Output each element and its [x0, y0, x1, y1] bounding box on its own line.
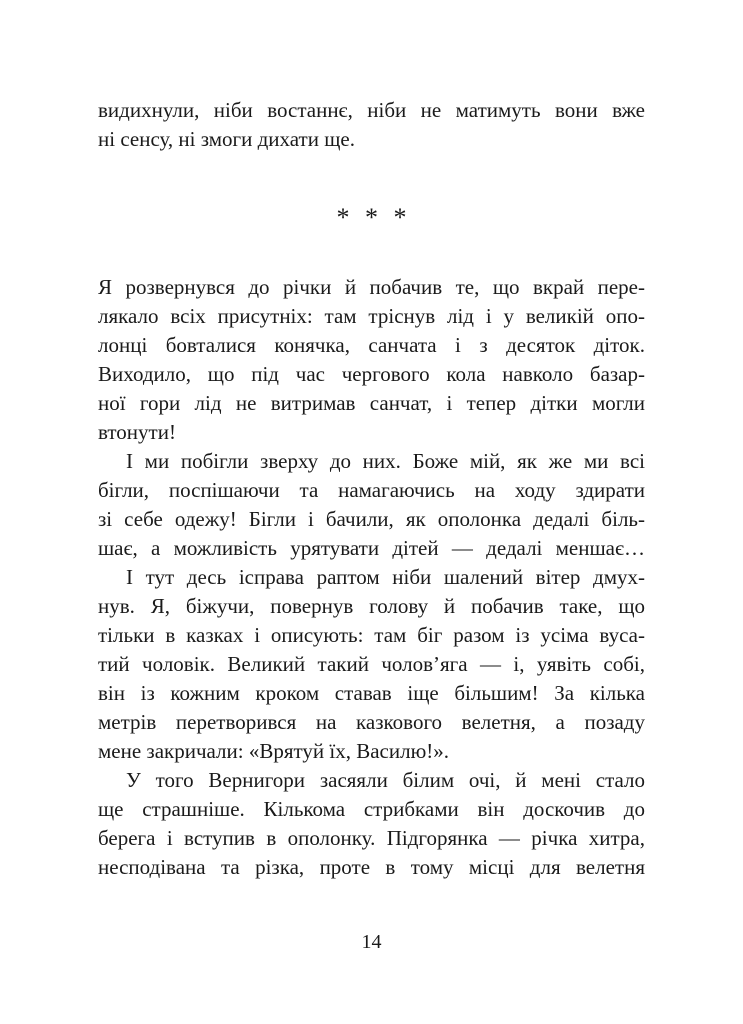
- text-line: І ми побігли зверху до них. Боже мій, як же ми всі: [126, 449, 645, 473]
- text-line: шає, а можливість урятувати дітей — дедалі меншає…: [98, 536, 645, 560]
- text-line: втонути!: [98, 420, 176, 444]
- text-line: зі себе одежу! Бігли і бачили, як ополонка дедалі біль-: [98, 507, 645, 531]
- text-line: несподівана та різка, проте в тому місці для велетня: [98, 855, 645, 879]
- paragraph: [98, 563, 645, 766]
- text-line: нув. Я, біжучи, повернув голову й побачив таке, що: [98, 594, 645, 618]
- text-line: мене закричали: «Врятуй їх, Василю!».: [98, 739, 450, 763]
- text-line: тий чоловік. Великий такий чолов’яга — і, уявіть собі,: [98, 652, 645, 676]
- text-line: І тут десь ісправа раптом ніби шалений вітер дмух-: [126, 565, 645, 589]
- text-line: він із кожним кроком ставав іще більшим! За кілька: [98, 681, 645, 705]
- page-number: 14: [361, 931, 382, 953]
- text-line: ще страшніше. Кількома стрибками він доскочив до: [98, 797, 645, 821]
- text-line: бігли, поспішаючи та намагаючись на ходу здирати: [98, 478, 645, 502]
- text-line: берега і вступив в ополонку. Підгорянка — річка хитра,: [98, 826, 645, 850]
- text-line: ної гори лід не витримав санчат, і тепер дітки могли: [98, 391, 645, 415]
- text-column: [98, 96, 645, 882]
- text-line: лонці бовталися конячка, санчата і з десяток діток.: [98, 333, 645, 357]
- paragraph: [98, 96, 645, 154]
- paragraph: [98, 447, 645, 563]
- text-line: лякало всіх присутніх: там тріснув лід і у великій опо-: [98, 304, 645, 328]
- text-line: Я розвернувся до річки й побачив те, що вкрай пере-: [98, 275, 645, 299]
- text-line: Виходило, що під час чергового кола навколо базар-: [98, 362, 645, 386]
- text-line: У того Вернигори засяяли білим очі, й мені стало: [126, 768, 645, 792]
- text-line: видихнули, ніби востаннє, ніби не матимуть вони вже: [98, 98, 645, 122]
- text-line: тільки в казках і описують: там біг разом із усіма вуса-: [98, 623, 645, 647]
- text-line: ні сенсу, ні змоги дихати ще.: [98, 127, 355, 151]
- section-separator: * * *: [336, 203, 407, 232]
- paragraph: [98, 273, 645, 447]
- text-line: метрів перетворився на казкового велетня, а позаду: [98, 710, 645, 734]
- paragraph: [98, 766, 645, 882]
